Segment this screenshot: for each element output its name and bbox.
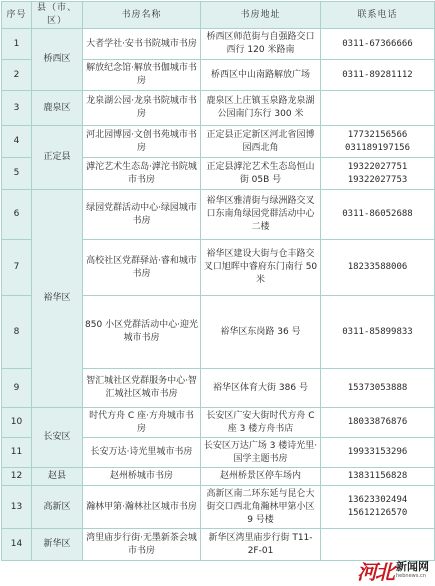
table-row (2, 190, 435, 240)
phone-line: 19322027753 (347, 174, 408, 185)
bookroom-phone (321, 126, 435, 158)
table-row (2, 486, 435, 529)
district-cell: 桥西区 (32, 29, 83, 91)
row-number: 6 (2, 190, 32, 240)
row-number: 9 (2, 369, 32, 408)
bookroom-name: 解放纪念馆·解放书伽城市书房 (83, 60, 201, 91)
row-number: 11 (2, 438, 32, 468)
table-row (2, 408, 435, 438)
bookroom-name: 时代方舟 C 座·方舟城市书房 (83, 408, 201, 438)
row-number: 8 (2, 296, 32, 369)
bookroom-address: 高新区南二环东延与昆仑大街交口西北角瀚林甲第小区 9 号楼 (201, 486, 321, 529)
row-number: 13 (2, 486, 32, 529)
table-row (2, 126, 435, 158)
phone-line: 13623302494 (347, 495, 408, 505)
bookroom-name: 智汇城社区党群服务中心·智汇城社区城市书房 (83, 369, 201, 408)
phone-line: 17732156566 (347, 129, 408, 140)
district-cell: 赵县 (32, 468, 83, 486)
bookroom-address: 裕华区建设大街与仓丰路交叉口旭晖中睿府东门南行 50 米 (201, 240, 321, 296)
bookroom-phone: 13831156828 (321, 468, 435, 486)
bookroom-address: 裕华区东岗路 36 号 (201, 296, 321, 369)
watermark-url: hebnews.cn (396, 573, 426, 579)
bookroom-phone (321, 486, 435, 529)
bookroom-address: 长安区广安大街时代方舟 C 座 3 楼方舟书店 (201, 408, 321, 438)
table-row (2, 91, 435, 126)
bookroom-name: 大者学社·安书书院城市书房 (83, 29, 201, 60)
bookroom-phone: 18033876876 (321, 408, 435, 438)
row-number: 14 (2, 529, 32, 561)
district-cell: 裕华区 (32, 190, 83, 408)
watermark-name: 新闻网 (396, 560, 429, 573)
table-row (2, 468, 435, 486)
bookroom-address: 鹿泉区上庄镇玉泉路龙泉湖公园南门东行 300 米 (201, 91, 321, 126)
district-cell: 长安区 (32, 408, 83, 468)
bookroom-name: 绿园党群活动中心·绿园城市书房 (83, 190, 201, 240)
district-cell: 新华区 (32, 529, 83, 561)
bookroom-phone: 0311-67366666 (321, 29, 435, 60)
row-number: 1 (2, 29, 32, 60)
row-number: 7 (2, 240, 32, 296)
row-number: 2 (2, 60, 32, 91)
phone-line: 19322027751 (347, 161, 408, 172)
header-no: 序号 (2, 2, 32, 29)
table-row (2, 29, 435, 60)
bookroom-phone: 0311-86052688 (321, 190, 435, 240)
bookroom-address: 裕华区体育大街 386 号 (201, 369, 321, 408)
bookroom-address: 裕华区雅清街与绿洲路交叉口东南角绿园党群活动中心二楼 (201, 190, 321, 240)
bookroom-phone: 0311-85899833 (321, 296, 435, 369)
bookroom-address: 桥西区中山南路解放广场 (201, 60, 321, 91)
header-address: 书房地址 (201, 2, 321, 29)
bookroom-name: 龙泉湖公园·龙泉书院城市书房 (83, 91, 201, 126)
watermark-text (396, 561, 429, 579)
hebnews-watermark (357, 558, 429, 582)
bookroom-name: 河北园博园·文创书苑城市书房 (83, 126, 201, 158)
district-cell: 鹿泉区 (32, 91, 83, 126)
row-number: 10 (2, 408, 32, 438)
phone-line: 15612126570 (347, 508, 408, 518)
row-number: 3 (2, 91, 32, 126)
row-number: 12 (2, 468, 32, 486)
bookroom-phone (321, 91, 435, 126)
bookroom-phone (321, 158, 435, 190)
bookroom-name: 湾里庙步行街·无墨新茶会城市书房 (83, 529, 201, 561)
bookroom-phone: 0311-89281112 (321, 60, 435, 91)
row-number: 4 (2, 126, 32, 158)
row-number: 5 (2, 158, 32, 190)
bookroom-address: 新华区湾里庙步行街 T11-2F-01 (201, 529, 321, 561)
hebei-logo-mark: 河北 (357, 559, 393, 584)
table-header-row (2, 2, 435, 29)
bookroom-name: 850 小区党群活动中心·迎光城市书房 (83, 296, 201, 369)
bookroom-name: 长安万达·诗光里城市书房 (83, 438, 201, 468)
bookroom-address: 正定县滹沱艺术生态岛恒山街 05B 号 (201, 158, 321, 190)
bookroom-phone: 15373053888 (321, 369, 435, 408)
district-cell: 高新区 (32, 486, 83, 529)
bookroom-name: 高校社区党群驿站·睿和城市书房 (83, 240, 201, 296)
bookroom-address: 桥西区师范街与自强路交口西行 120 米路南 (201, 29, 321, 60)
bookroom-phone: 19933153296 (321, 438, 435, 468)
header-name: 书房名称 (83, 2, 201, 29)
bookroom-address: 正定县正定新区河北省园博园西北角 (201, 126, 321, 158)
district-cell: 正定县 (32, 126, 83, 190)
bookroom-name: 瀚林甲第·瀚林社区城市书房 (83, 486, 201, 529)
bookroom-name: 滹沱艺术生态岛·滹沱书院城市书房 (83, 158, 201, 190)
header-phone: 联系电话 (321, 2, 435, 29)
bookroom-table (1, 1, 435, 561)
header-district: 县（市、区） (32, 2, 83, 29)
phone-line: 031189197156 (344, 142, 411, 153)
bookroom-name: 赵州桥城市书房 (83, 468, 201, 486)
bookroom-address: 赵州桥景区停车场内 (201, 468, 321, 486)
bookroom-phone: 18233588006 (321, 240, 435, 296)
bookroom-address: 长安区万达广场 3 楼诗光里·国学主题书房 (201, 438, 321, 468)
